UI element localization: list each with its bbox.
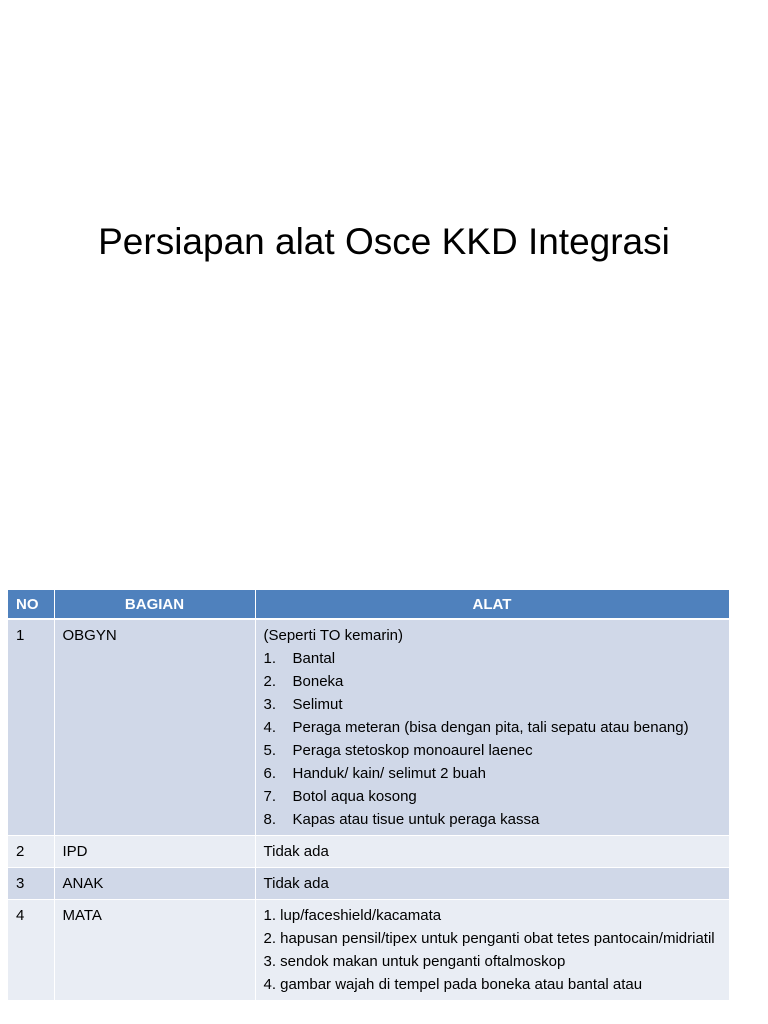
row-alat: [255, 619, 729, 836]
list-item-number: 7.: [263, 788, 277, 805]
list-item-text: Handuk/ kain/ selimut 2 buah: [292, 765, 486, 782]
row-bagian: MATA: [54, 900, 255, 1001]
row-bagian: OBGYN: [54, 619, 255, 836]
list-item-number: 8.: [263, 811, 277, 828]
list-item: 2. hapusan pensil/tipex untuk penganti obat tetes pantocain/midriatil: [263, 930, 715, 947]
row-no: 1: [8, 619, 54, 836]
header-no: NO: [8, 590, 54, 619]
row-alat: [255, 900, 729, 1001]
list-item-text: Bantal: [292, 650, 336, 667]
list-item: 3. sendok makan untuk penganti oftalmoskop: [263, 953, 566, 970]
alat-intro: (Seperti TO kemarin): [263, 627, 403, 644]
header-bagian: BAGIAN: [54, 590, 255, 619]
list-item-number: 2.: [263, 673, 277, 690]
list-item: [264, 739, 721, 762]
row-bagian: IPD: [54, 836, 255, 868]
list-item-text: Peraga stetoskop monoaurel laenec: [292, 742, 533, 759]
row-no: 2: [8, 836, 54, 868]
list-item-number: 6.: [263, 765, 277, 782]
row-no: 4: [8, 900, 54, 1001]
list-item-number: 3.: [263, 696, 277, 713]
row-bagian: ANAK: [54, 868, 255, 900]
row-alat: Tidak ada: [255, 836, 729, 868]
list-item: [264, 716, 721, 739]
equipment-table: [8, 590, 730, 1001]
list-item: [264, 785, 721, 808]
table-header-row: [8, 590, 729, 619]
list-item-number: 5.: [263, 742, 277, 759]
list-item: 4. gambar wajah di tempel pada boneka atau bantal atau: [263, 976, 643, 993]
header-alat: ALAT: [255, 590, 729, 619]
list-item: 1. lup/faceshield/kacamata: [263, 907, 442, 924]
list-item: [264, 808, 721, 831]
alat-list: [264, 647, 721, 831]
list-item: [264, 693, 721, 716]
list-item-text: Boneka: [292, 673, 344, 690]
list-item: [264, 647, 721, 670]
list-item-text: Botol aqua kosong: [292, 788, 417, 805]
list-item: [264, 762, 721, 785]
table-row: [8, 836, 729, 868]
table-row: [8, 868, 729, 900]
list-item-number: 1.: [263, 650, 277, 667]
list-item-text: Kapas atau tisue untuk peraga kassa: [292, 811, 540, 828]
table-row: [8, 900, 729, 1001]
row-no: 3: [8, 868, 54, 900]
table-row: [8, 619, 729, 836]
slide-title: Persiapan alat Osce KKD Integrasi: [98, 221, 670, 262]
list-item-text: Peraga meteran (bisa dengan pita, tali sepatu atau benang): [292, 719, 689, 736]
list-item: [264, 670, 721, 693]
list-item-number: 4.: [263, 719, 277, 736]
list-item-text: Selimut: [292, 696, 343, 713]
row-alat: Tidak ada: [255, 868, 729, 900]
alat-list: [264, 904, 721, 996]
